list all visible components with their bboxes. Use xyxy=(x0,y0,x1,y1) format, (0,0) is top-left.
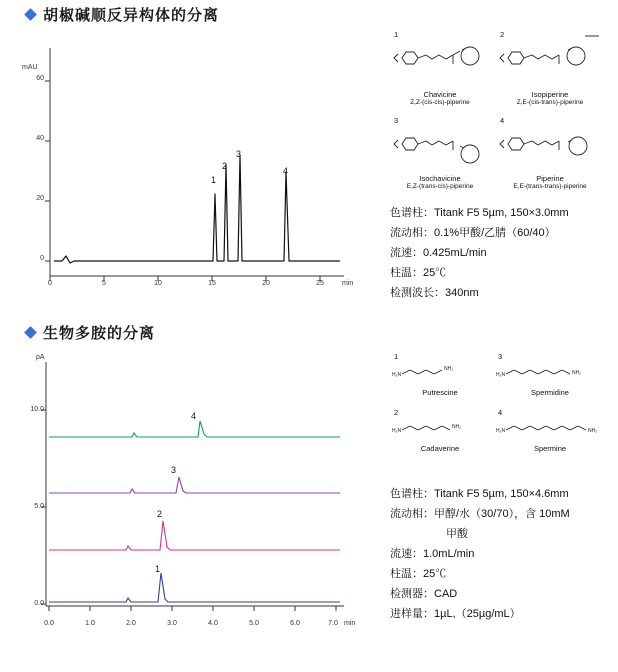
chart-2-ytick-10: 10.0 xyxy=(30,406,44,413)
structure-4-name: Piperine xyxy=(536,174,564,183)
chart-1-xtick-10: 10 xyxy=(154,280,162,287)
condition-2-flow-rate: 流速：1.0mL/min xyxy=(390,548,475,560)
chart-1-ylabel: mAU xyxy=(22,64,38,71)
chart-1-peak-label-1: 1 xyxy=(211,175,217,185)
structure-1-number: 1 xyxy=(394,30,399,39)
chart-1-xlabel: min xyxy=(342,280,354,287)
section-title-row xyxy=(26,4,219,25)
chart-2-xlabel: min xyxy=(344,620,356,627)
structure-7-number: 2 xyxy=(394,408,399,417)
condition-2-mobile-phase: 流动相：甲醇/水（30/70），含 10mM xyxy=(390,508,570,520)
structure-1-sub: Z,Z-(cis-cis)-piperine xyxy=(410,99,470,106)
chart-2-ytick-5: 5.0 xyxy=(34,503,44,510)
structure-3-name: Isochavicine xyxy=(419,174,461,183)
structure-5-caption xyxy=(390,388,490,397)
svg-text:H₂N: H₂N xyxy=(392,428,402,434)
svg-text:NH₂: NH₂ xyxy=(452,424,462,430)
structure-6-name: Spermidine xyxy=(531,388,569,397)
svg-text:H₂N: H₂N xyxy=(392,372,402,378)
section-1-heading: 胡椒碱顺反异构体的分离 xyxy=(43,7,220,24)
chart-1-peak-label-2: 2 xyxy=(222,161,228,171)
chart-1-xtick-0: 0 xyxy=(48,280,52,287)
diamond-bullet-icon xyxy=(24,8,37,21)
structure-7-name: Cadaverine xyxy=(420,444,460,453)
chart-2-xtick-7: 7.0 xyxy=(328,620,338,627)
condition-2-injection: 进样量：1µL,（25µg/mL） xyxy=(390,608,521,620)
structure-2-number: 2 xyxy=(500,30,505,39)
structure-8-caption xyxy=(494,444,606,453)
svg-text:NH₂: NH₂ xyxy=(588,428,598,434)
condition-1-mobile-phase: 流动相：0.1%甲酸/乙腈（60/40） xyxy=(390,227,556,239)
chromatogram-2 xyxy=(14,348,374,648)
condition-1-column: 色谱柱：Titank F5 5µm, 150×3.0mm xyxy=(390,207,569,219)
section-2-heading: 生物多胺的分离 xyxy=(43,325,156,342)
structure-6-caption xyxy=(494,388,606,397)
condition-1-wavelength: 检测波长：340nm xyxy=(390,287,479,299)
structure-5-name: Putrescine xyxy=(422,388,458,397)
structures-panel-1 xyxy=(390,28,605,200)
chart-2-xtick-1: 1.0 xyxy=(85,620,95,627)
chart-1-xtick-15: 15 xyxy=(208,280,216,287)
chart-1-ytick-0: 0 xyxy=(40,255,44,262)
diamond-bullet-icon-2 xyxy=(24,326,37,339)
structure-1-caption xyxy=(390,90,490,106)
chart-1-plot xyxy=(14,30,364,305)
chart-2-xtick-4: 4.0 xyxy=(208,620,218,627)
svg-text:H₂N: H₂N xyxy=(496,428,506,434)
structure-3-sub: E,Z-(trans-cis)-piperine xyxy=(406,183,474,190)
chart-1-peak-label-3: 3 xyxy=(236,149,242,159)
structure-4-caption xyxy=(494,174,606,190)
structure-5-number: 1 xyxy=(394,352,399,361)
structures-panel-2 xyxy=(390,352,605,462)
chart-2-peak-label-4: 4 xyxy=(191,411,197,421)
chart-1-peak-label-4: 4 xyxy=(283,166,289,176)
chart-2-xtick-0: 0.0 xyxy=(44,620,54,627)
svg-text:NH₂: NH₂ xyxy=(444,366,454,372)
chart-1-xtick-25: 25 xyxy=(316,280,324,287)
structure-2-caption xyxy=(494,90,606,106)
condition-1-flow-rate: 流速：0.425mL/min xyxy=(390,247,487,259)
structure-7-caption xyxy=(390,444,490,453)
chart-1-ytick-20: 20 xyxy=(36,195,44,202)
chart-2-ytick-0: 0.0 xyxy=(34,600,44,607)
chart-1-ytick-40: 40 xyxy=(36,135,44,142)
conditions-panel-1 xyxy=(390,203,610,303)
structure-8-number: 4 xyxy=(498,408,503,417)
condition-1-temperature: 柱温：25℃ xyxy=(390,267,447,279)
structure-3-caption xyxy=(390,174,490,190)
condition-2-mobile-phase-cont: 甲酸 xyxy=(446,528,468,540)
section-1-title xyxy=(26,4,219,25)
structure-1-name: Chavicine xyxy=(423,90,457,99)
chart-2-peak-label-3: 3 xyxy=(171,465,177,475)
condition-2-column: 色谱柱：Titank F5 5µm, 150×4.6mm xyxy=(390,488,569,500)
chart-1-xtick-5: 5 xyxy=(102,280,106,287)
conditions-panel-2 xyxy=(390,484,614,624)
chromatogram-1 xyxy=(14,30,364,305)
chart-2-xtick-2: 2.0 xyxy=(126,620,136,627)
svg-text:H₂N: H₂N xyxy=(496,372,506,378)
chart-2-peak-label-1: 1 xyxy=(155,564,161,574)
chart-2-xtick-5: 5.0 xyxy=(249,620,259,627)
structure-2-name: Isopiperine xyxy=(531,90,569,99)
chart-1-ytick-60: 60 xyxy=(36,75,44,82)
chart-1-xtick-20: 20 xyxy=(262,280,270,287)
structure-2-sub: Z,E-(cis-trans)-piperine xyxy=(516,99,584,106)
chart-2-ylabel: pA xyxy=(36,354,45,361)
condition-2-detector: 检测器：CAD xyxy=(390,588,458,600)
chart-2-plot xyxy=(14,348,374,648)
section-2-title-row xyxy=(26,322,155,343)
structure-8-name: Spermine xyxy=(533,444,567,453)
condition-2-temperature: 柱温：25℃ xyxy=(390,568,447,580)
structure-6-number: 3 xyxy=(498,352,503,361)
chart-2-xtick-6: 6.0 xyxy=(290,620,300,627)
chart-2-xtick-3: 3.0 xyxy=(167,620,177,627)
section-2-title xyxy=(26,322,155,343)
structure-4-number: 4 xyxy=(500,116,505,125)
structure-3-number: 3 xyxy=(394,116,399,125)
svg-text:NH₂: NH₂ xyxy=(572,370,582,376)
chart-2-peak-label-2: 2 xyxy=(157,509,163,519)
structure-4-sub: E,E-(trans-trans)-piperine xyxy=(513,183,587,190)
